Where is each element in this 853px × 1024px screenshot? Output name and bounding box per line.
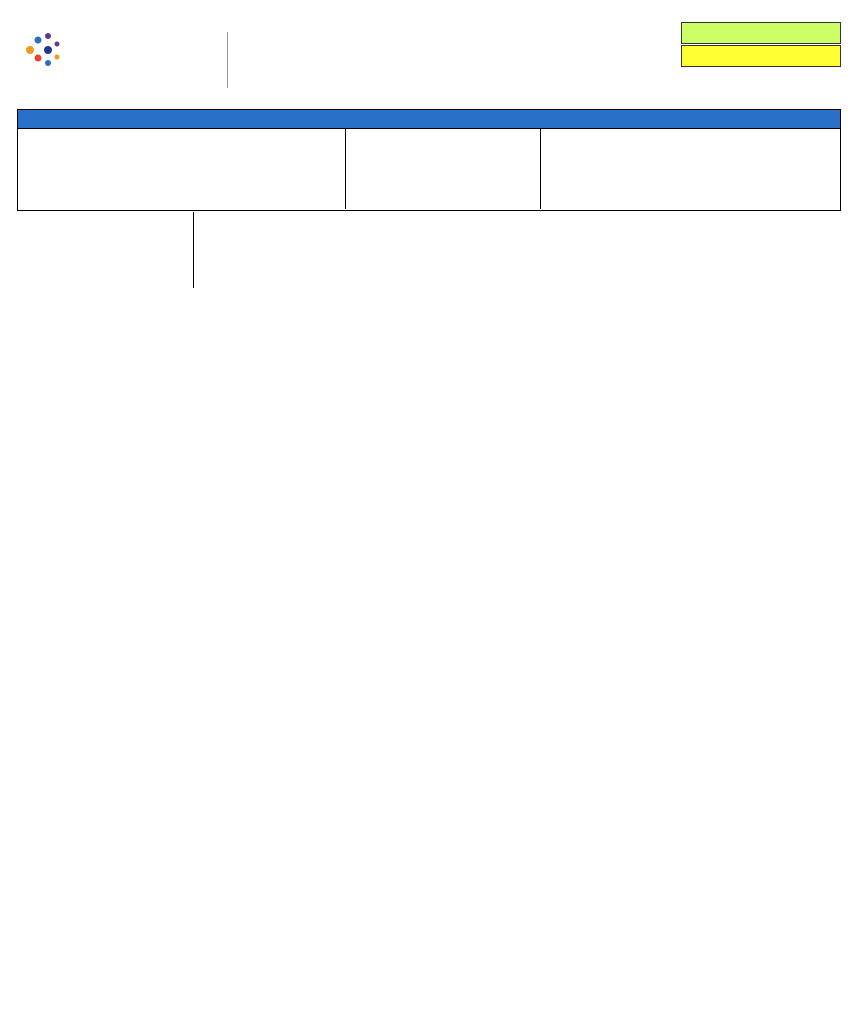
machine-condition-badge	[681, 22, 841, 44]
customer-heading	[541, 129, 839, 132]
sample-info	[346, 129, 541, 209]
sample-heading	[346, 129, 540, 132]
customer-info	[541, 129, 839, 209]
logo-divider	[227, 32, 228, 88]
analysis-report-box	[17, 109, 841, 211]
report-title	[18, 110, 840, 129]
eurofins-logo-icon	[22, 30, 62, 70]
component-info	[18, 129, 346, 209]
component-heading	[18, 129, 345, 132]
comments-divider	[193, 212, 194, 288]
lubricant-condition-badge	[681, 45, 841, 67]
